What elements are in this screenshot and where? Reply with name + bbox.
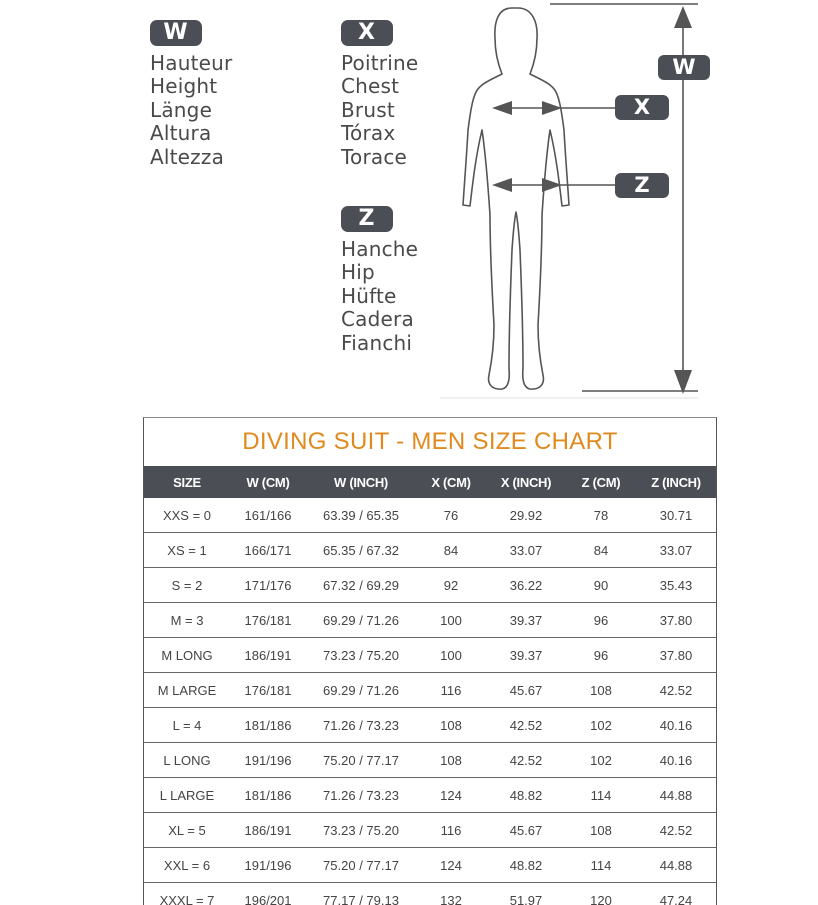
cell-size: XXS = 0 — [144, 498, 230, 533]
cell-w-cm: 176/181 — [230, 673, 306, 708]
badge-w: W — [150, 20, 202, 46]
header-size: SIZE — [144, 466, 230, 498]
cell-x-cm: 92 — [416, 568, 486, 603]
header-x-inch: X (INCH) — [486, 466, 566, 498]
cell-z-cm: 78 — [566, 498, 636, 533]
term-hip: Hip — [341, 260, 375, 285]
diagram-label-w: W — [672, 55, 696, 79]
size-chart-title: DIVING SUIT - MEN SIZE CHART — [242, 428, 618, 455]
cell-size: L LONG — [144, 743, 230, 778]
cell-x-cm: 132 — [416, 883, 486, 905]
term-hauteur: Hauteur — [150, 51, 233, 75]
cell-size: XS = 1 — [144, 533, 230, 568]
cell-z-cm: 102 — [566, 708, 636, 743]
cell-z-cm: 120 — [566, 883, 636, 905]
cell-z-inch: 44.88 — [636, 848, 716, 883]
size-table-body — [144, 498, 716, 905]
header-x-cm: X (CM) — [416, 466, 486, 498]
cell-z-cm: 114 — [566, 848, 636, 883]
cell-size: S = 2 — [144, 568, 230, 603]
term-cadera: Cadera — [341, 307, 414, 332]
cell-z-inch: 42.52 — [636, 813, 716, 848]
cell-x-inch: 33.07 — [486, 533, 566, 568]
table-row — [144, 533, 716, 568]
body-silhouette-icon — [463, 8, 569, 389]
cell-w-cm: 161/166 — [230, 498, 306, 533]
arrow-up-icon — [674, 6, 692, 28]
chest-terms — [341, 52, 418, 169]
term-height: Height — [150, 74, 218, 99]
cell-x-inch: 48.82 — [486, 778, 566, 813]
cell-w-cm: 191/196 — [230, 743, 306, 778]
size-chart — [143, 417, 717, 905]
cell-w-cm: 181/186 — [230, 778, 306, 813]
term-brust: Brust — [341, 97, 395, 122]
cell-w-inch: 71.26 / 73.23 — [306, 708, 416, 743]
cell-z-cm: 114 — [566, 778, 636, 813]
term-hufte: Hüfte — [341, 283, 397, 308]
cell-size: L = 4 — [144, 708, 230, 743]
cell-w-inch: 75.20 / 77.17 — [306, 848, 416, 883]
badge-x: X — [341, 20, 393, 46]
header-z-inch: Z (INCH) — [636, 466, 716, 498]
cell-w-cm: 191/196 — [230, 848, 306, 883]
term-lange: Länge — [150, 97, 213, 122]
cell-x-cm: 116 — [416, 673, 486, 708]
legend-height — [150, 20, 232, 169]
cell-z-inch: 37.80 — [636, 603, 716, 638]
diagram-label-x: X — [633, 95, 651, 119]
header-w-inch: W (INCH) — [306, 466, 416, 498]
cell-x-cm: 124 — [416, 848, 486, 883]
size-table — [144, 466, 716, 905]
cell-w-inch: 65.35 / 67.32 — [306, 533, 416, 568]
cell-x-cm: 124 — [416, 778, 486, 813]
cell-size: M LONG — [144, 638, 230, 673]
cell-x-cm: 100 — [416, 638, 486, 673]
badge-z: Z — [341, 206, 393, 232]
term-altura: Altura — [150, 121, 212, 146]
table-row — [144, 743, 716, 778]
cell-z-cm: 84 — [566, 533, 636, 568]
cell-w-inch: 69.29 / 71.26 — [306, 603, 416, 638]
cell-x-inch: 51.97 — [486, 883, 566, 905]
table-row — [144, 673, 716, 708]
cell-z-inch: 40.16 — [636, 743, 716, 778]
cell-size: M = 3 — [144, 603, 230, 638]
cell-w-inch: 63.39 / 65.35 — [306, 498, 416, 533]
hip-terms — [341, 238, 418, 355]
cell-z-inch: 40.16 — [636, 708, 716, 743]
cell-size: L LARGE — [144, 778, 230, 813]
cell-size: M LARGE — [144, 673, 230, 708]
cell-x-inch: 45.67 — [486, 813, 566, 848]
cell-x-inch: 39.37 — [486, 603, 566, 638]
cell-size: XL = 5 — [144, 813, 230, 848]
table-header-row — [144, 466, 716, 498]
cell-z-cm: 108 — [566, 813, 636, 848]
cell-z-inch: 47.24 — [636, 883, 716, 905]
cell-z-inch: 37.80 — [636, 638, 716, 673]
cell-z-inch: 44.88 — [636, 778, 716, 813]
cell-x-inch: 36.22 — [486, 568, 566, 603]
term-chest: Chest — [341, 74, 400, 99]
cell-w-cm: 166/171 — [230, 533, 306, 568]
table-row — [144, 848, 716, 883]
cell-x-cm: 100 — [416, 603, 486, 638]
cell-x-cm: 108 — [416, 708, 486, 743]
body-measurement-figure — [440, 0, 730, 405]
cell-x-cm: 84 — [416, 533, 486, 568]
table-row — [144, 883, 716, 905]
term-poitrine: Poitrine — [341, 51, 419, 75]
cell-x-inch: 48.82 — [486, 848, 566, 883]
cell-x-inch: 29.92 — [486, 498, 566, 533]
cell-w-inch: 71.26 / 73.23 — [306, 778, 416, 813]
term-altezza: Altezza — [150, 144, 225, 169]
chest-arrow-left-icon — [492, 101, 512, 115]
legend-chest — [341, 20, 418, 169]
term-hanche: Hanche — [341, 237, 419, 261]
cell-x-inch: 45.67 — [486, 673, 566, 708]
table-row — [144, 638, 716, 673]
header-w-cm: W (CM) — [230, 466, 306, 498]
cell-z-inch: 30.71 — [636, 498, 716, 533]
cell-x-inch: 39.37 — [486, 638, 566, 673]
cell-z-cm: 108 — [566, 673, 636, 708]
table-row — [144, 778, 716, 813]
cell-z-cm: 90 — [566, 568, 636, 603]
cell-w-inch: 73.23 / 75.20 — [306, 813, 416, 848]
cell-w-inch: 73.23 / 75.20 — [306, 638, 416, 673]
cell-x-cm: 76 — [416, 498, 486, 533]
term-torax: Tórax — [341, 121, 396, 146]
cell-z-cm: 96 — [566, 638, 636, 673]
hip-arrow-left-icon — [492, 178, 512, 192]
cell-size: XXL = 6 — [144, 848, 230, 883]
cell-z-inch: 33.07 — [636, 533, 716, 568]
cell-x-cm: 116 — [416, 813, 486, 848]
cell-w-cm: 176/181 — [230, 603, 306, 638]
cell-w-cm: 171/176 — [230, 568, 306, 603]
cell-w-inch: 77.17 / 79.13 — [306, 883, 416, 905]
table-row — [144, 708, 716, 743]
cell-x-cm: 108 — [416, 743, 486, 778]
table-row — [144, 603, 716, 638]
cell-x-inch: 42.52 — [486, 708, 566, 743]
cell-w-cm: 181/186 — [230, 708, 306, 743]
cell-w-inch: 67.32 / 69.29 — [306, 568, 416, 603]
cell-z-inch: 42.52 — [636, 673, 716, 708]
table-row — [144, 498, 716, 533]
legend-hip — [341, 206, 418, 355]
cell-w-inch: 75.20 / 77.17 — [306, 743, 416, 778]
cell-w-inch: 69.29 / 71.26 — [306, 673, 416, 708]
term-fianchi: Fianchi — [341, 330, 413, 355]
header-z-cm: Z (CM) — [566, 466, 636, 498]
cell-z-cm: 102 — [566, 743, 636, 778]
cell-w-cm: 196/201 — [230, 883, 306, 905]
cell-w-cm: 186/191 — [230, 638, 306, 673]
height-terms — [150, 52, 232, 169]
cell-z-inch: 35.43 — [636, 568, 716, 603]
cell-w-cm: 186/191 — [230, 813, 306, 848]
diagram-label-z: Z — [634, 173, 650, 197]
table-row — [144, 813, 716, 848]
cell-x-inch: 42.52 — [486, 743, 566, 778]
cell-z-cm: 96 — [566, 603, 636, 638]
term-torace: Torace — [341, 144, 408, 169]
table-row — [144, 568, 716, 603]
cell-size: XXXL = 7 — [144, 883, 230, 905]
